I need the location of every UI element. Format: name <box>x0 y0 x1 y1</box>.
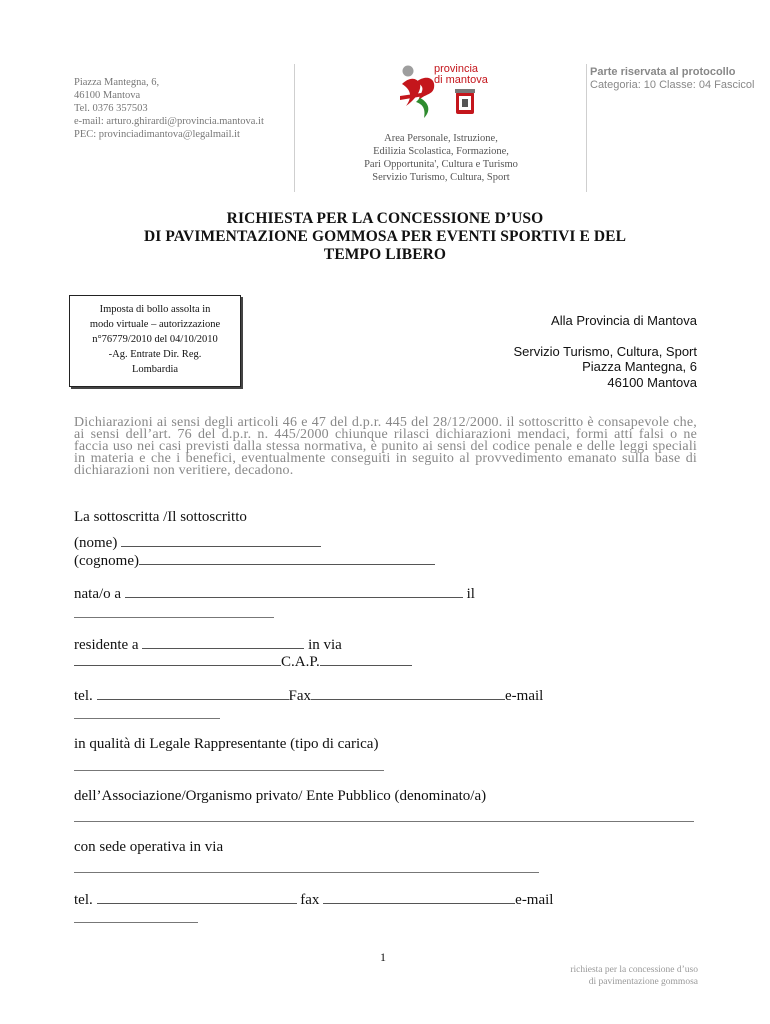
recipient-line: 46100 Mantova <box>607 374 697 390</box>
declaration-paragraph: Dichiarazioni ai sensi degli articoli 46 e 47 del d.p.r. 445 del 28/12/2000. il sottoscritto è consapevole che, ai sensi dell’art. 76 del d.p.r. n. 445/2000 chiunque rilasci dichiarazioni mendaci, formi atti falsi o ne faccia uso nei casi previsti dalla stessa normativa, è punito ai sensi del codice penale e delle leggi speciali in materia e che i benefici, eventualmente conseguiti in seguito al provvedimento emanato sulla base di dichiarazioni non veritiere, decadono. <box>74 415 697 478</box>
sender-line: Tel. 0376 357503 <box>74 103 148 114</box>
office-street-field[interactable] <box>74 872 539 873</box>
department-line: Edilizia Scolastica, Formazione, <box>373 146 509 157</box>
stamp-line: n°76779/2010 del 04/10/2010 <box>92 334 218 345</box>
email-field[interactable] <box>74 718 220 719</box>
recipient-address <box>513 313 697 390</box>
email2-label: e-mail <box>515 892 554 908</box>
tel-label: tel. <box>74 688 93 704</box>
recipient-line: Piazza Mantegna, 6 <box>582 359 697 374</box>
stamp-line: modo virtuale – autorizzazione <box>89 319 221 330</box>
email-label: e-mail <box>505 688 544 704</box>
email2-field[interactable] <box>74 922 198 923</box>
residence-label: residente a <box>74 637 139 653</box>
association-field[interactable] <box>74 821 694 822</box>
stamp-line: Lombardia <box>131 364 179 375</box>
sender-line: 46100 Mantova <box>74 90 141 101</box>
nome-label: (nome) <box>74 535 118 551</box>
stamp-duty-box <box>69 295 241 387</box>
sender-pec: PEC: provinciadimantova@legalmail.it <box>74 129 240 140</box>
department-line: Servizio Turismo, Cultura, Sport <box>372 172 510 183</box>
recipient-line: Servizio Turismo, Cultura, Sport <box>513 343 697 359</box>
birthplace-field[interactable] <box>125 584 463 598</box>
page-number: 1 <box>380 950 386 964</box>
street-field[interactable] <box>74 652 281 666</box>
sender-line: Piazza Mantegna, 6, <box>74 77 160 88</box>
footer-note <box>530 964 698 988</box>
cap-field[interactable] <box>320 652 412 666</box>
fax2-field[interactable] <box>323 890 515 904</box>
logo-wordmark <box>434 64 488 86</box>
fax2-label: fax <box>300 892 320 908</box>
form-intro: La sottoscritta /Il sottoscritto <box>74 509 247 525</box>
association-label: dell’Associazione/Organismo privato/ Ente Pubblico (denominato/a) <box>74 788 487 804</box>
department-line: Area Personale, Istruzione, <box>384 133 498 144</box>
tel2-label: tel. <box>74 892 93 908</box>
footer-line: di pavimentazione gommosa <box>588 977 698 987</box>
document-title <box>60 210 710 264</box>
tel2-field[interactable] <box>97 890 297 904</box>
cognome-field[interactable] <box>139 551 435 565</box>
stamp-line: -Ag. Entrate Dir. Reg. <box>108 349 202 360</box>
tel-field[interactable] <box>97 686 289 700</box>
birthplace-label: nata/o a <box>74 586 122 602</box>
title-line: RICHIESTA PER LA CONCESSIONE D’USO <box>226 210 544 227</box>
protocol-classification: Categoria: 10 Classe: 04 Fascicol <box>590 79 755 91</box>
title-line: DI PAVIMENTAZIONE GOMMOSA PER EVENTI SPORTIVI E DEL <box>143 228 627 245</box>
logo-text-line: di mantova <box>434 74 488 86</box>
recipient-to: Alla Provincia di Mantova <box>551 313 697 328</box>
stamp-line: Imposta di bollo assolta in <box>99 304 211 315</box>
birthdate-label: il <box>466 586 475 602</box>
cognome-label: (cognome) <box>74 553 139 569</box>
fax-label: Fax <box>288 688 311 704</box>
protocol-title: Parte riservata al protocollo <box>590 66 736 78</box>
role-field[interactable] <box>74 770 384 771</box>
sender-address <box>74 76 264 141</box>
fax-field[interactable] <box>311 686 505 700</box>
protocol-box <box>590 66 754 92</box>
header-divider-left <box>294 64 295 192</box>
department-line: Pari Opportunita', Cultura e Turismo <box>364 159 518 170</box>
cap-label: C.A.P. <box>281 654 320 670</box>
street-label: in via <box>308 637 342 653</box>
logo-text-line: provincia <box>434 63 479 75</box>
header-divider-right <box>586 64 587 192</box>
department-block <box>300 132 582 184</box>
footer-line: richiesta per la concessione d’uso <box>570 965 698 975</box>
provincia-logo <box>398 62 488 124</box>
role-label: in qualità di Legale Rappresentante (tipo di carica) <box>74 736 379 752</box>
nome-field[interactable] <box>121 533 321 547</box>
sender-email: e-mail: arturo.ghirardi@provincia.mantova.it <box>74 116 264 127</box>
residence-field[interactable] <box>142 635 304 649</box>
title-line: TEMPO LIBERO <box>323 246 447 263</box>
office-street-label: con sede operativa in via <box>74 839 224 855</box>
birthdate-field[interactable] <box>74 617 274 618</box>
